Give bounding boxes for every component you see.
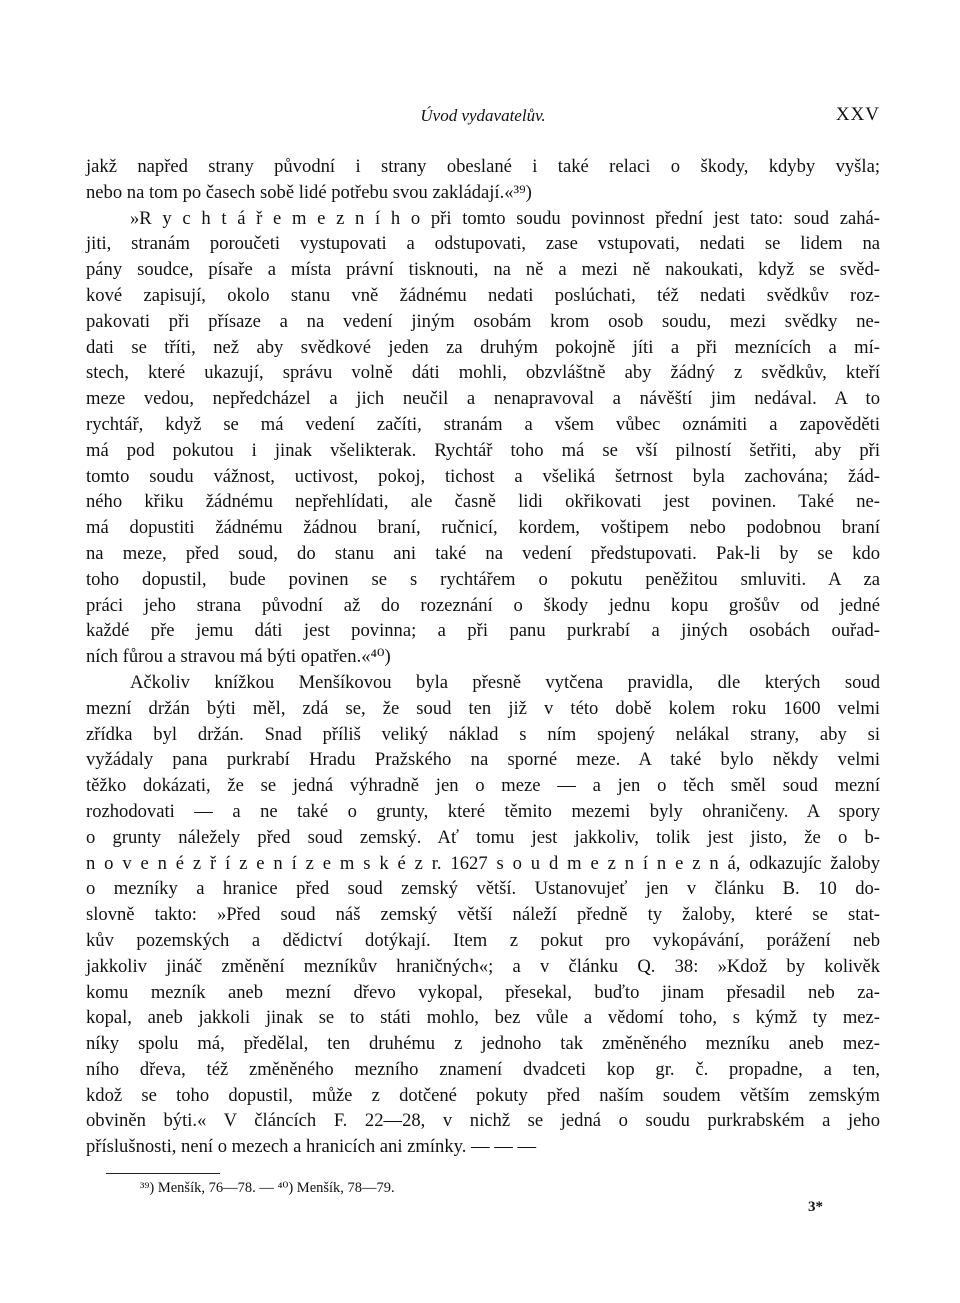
text-line: rychtář, když se má vedení začíti, stranám a všem vůbec oznámiti a zapověděti bbox=[86, 413, 880, 435]
text-line: na meze, před soud, do stanu ani také na vedení předstupovati. Pak-li by se kdo bbox=[86, 542, 880, 564]
text-line: toho dopustil, bude povinen se s rychtářem o pokutu peněžitou smluviti. A za bbox=[86, 568, 880, 590]
text-line: jiti, stranám poroučeti vystupovati a odstupovati, zase vstupovati, nedati se lidem na bbox=[86, 233, 880, 255]
text-line: komu mezník aneb mezní dřevo vykopal, přesekal, buďto jinam přesadil neb za- bbox=[86, 981, 880, 1003]
text-line: ného křiku žádnému nepřehlídati, ale časně lidi okřikovati jest povinen. Také ne- bbox=[86, 491, 880, 513]
text-line: n o v e n é z ř í z e n í z e m s k é z r. 1627 s o u d m e z n í n e z n á, odkazujíc žaloby bbox=[86, 852, 880, 874]
text-line: rozhodovati — a ne také o grunty, které těmito mezemi byly ohraničeny. A spory bbox=[86, 800, 880, 822]
text-line: tomto soudu vážnost, uctivost, pokoj, tichost a všeliká šetrnost byla zachována; žád- bbox=[86, 465, 880, 487]
text-line: meze vedou, nepředcházel a jich neučil a nenapravoval a návěští jim nedával. A to bbox=[86, 388, 880, 410]
body-text bbox=[86, 154, 880, 1160]
text-line: pány soudce, písaře a místa právní tisknouti, na ně a mezi ně nakoukati, když se svěd- bbox=[86, 259, 880, 281]
running-title: Úvod vydavatelův. bbox=[420, 106, 546, 125]
text-line: kové zapisují, okolo stanu vně žádnému nedati poslúchati, též nedati svědkův roz- bbox=[86, 284, 880, 306]
text-line: těžko dokázati, že se jedná výhradně jen o meze — a jen o těch směl soud mezní bbox=[86, 775, 880, 797]
text-line: nebo na tom po časech sobě lidé potřebu svou zakládají.«³⁹) bbox=[86, 181, 532, 203]
text-line: ních fůrou a stravou má býti opatřen.«⁴⁰) bbox=[86, 646, 391, 668]
text-line: kdož se toho dopustil, může z dotčené pokuty před naším soudem větším zemským bbox=[86, 1084, 880, 1106]
text-line: jakkoliv jináč změnění mezníkův hraničných«; a v článku Q. 38: »Kdož by kolivěk bbox=[86, 955, 880, 977]
text-line: »R y c h t á ř e m e z n í h o při tomto soudu povinnost přední jest tato: soud zahá- bbox=[130, 207, 880, 229]
text-line: práci jeho strana původní až do rozeznání o škody jednu kopu grošův od jedné bbox=[86, 594, 880, 616]
text-line: pakovati při přísaze a na vedení jiným osobám krom osob soudu, mezi svědky ne- bbox=[86, 310, 880, 332]
text-line: má dopustiti žádnému žádnou braní, ručnicí, kordem, voštipem nebo podobnou braní bbox=[86, 517, 880, 539]
text-line: kův pozemských a dědictví dotýkají. Item z pokut pro vykopávání, porážení neb bbox=[86, 929, 880, 951]
text-line: o grunty náležely před soud zemský. Ať tomu jest jakkoliv, tolik jest jisto, že o b- bbox=[86, 826, 880, 848]
text-line: příslušnosti, není o mezech a hranicích ani zmínky. — — — bbox=[86, 1136, 537, 1158]
text-line: dati se tříti, než aby svědkové jeden za druhým pokojně jíti a při meznících a mí- bbox=[86, 336, 880, 358]
text-line: slovně takto: »Před soud náš zemský větší náleží předně ty žaloby, které se stat- bbox=[86, 904, 880, 926]
printer-signature: 3* bbox=[808, 1199, 823, 1215]
page-number: XXV bbox=[835, 104, 880, 125]
text-line: každé pře jemu dáti jest povinna; a při panu purkrabí a jiných osobách ouřad- bbox=[86, 620, 880, 642]
footnotes: ³⁹) Menšík, 76—78. — ⁴⁰) Menšík, 78—79. bbox=[140, 1180, 395, 1196]
text-line: mezní držán býti měl, zdá se, že soud ten již v této době kolem roku 1600 velmi bbox=[86, 697, 880, 719]
text-line: obviněn býti.« V článcích F. 22—28, v nichž se jedná o soudu purkrabském a jeho bbox=[86, 1110, 880, 1132]
text-line: stech, které ukazují, správu volně dáti mohli, obzvláštně aby žádný z svědkův, kteří bbox=[86, 362, 880, 384]
text-line: má pod pokutou i jinak všelikterak. Rychtář toho má se vší pilností šetřiti, aby při bbox=[86, 439, 880, 461]
footnote-rule bbox=[106, 1173, 220, 1174]
text-line: vyžádaly pana purkrabí Hradu Pražského na sporné meze. A také bylo někdy velmi bbox=[86, 749, 880, 771]
text-line: zřídka byl držán. Snad příliš veliký náklad s ním spojený nelákal strany, aby si bbox=[86, 723, 880, 745]
text-line: kopal, aneb jakkoli jinak se to státi mohlo, bez vůle a vědomí toho, s kýmž ty mez- bbox=[86, 1007, 880, 1029]
text-line: ního dřeva, též změněného mezního znamení dvadceti kop gr. č. propadne, a ten, bbox=[86, 1058, 880, 1080]
text-line: o mezníky a hranice před soud zemský větší. Ustanovujeť jen v článku B. 10 do- bbox=[86, 878, 880, 900]
text-line: níky spolu má, předělal, ten druhému z jednoho tak změněného mezníku aneb mez- bbox=[86, 1033, 880, 1055]
text-line: jakž napřed strany původní i strany obeslané i také relaci o škody, kdyby vyšla; bbox=[86, 156, 880, 177]
running-header bbox=[86, 104, 880, 130]
text-line: Ačkoliv knížkou Menšíkovou byla přesně vytčena pravidla, dle kterých soud bbox=[130, 671, 880, 693]
